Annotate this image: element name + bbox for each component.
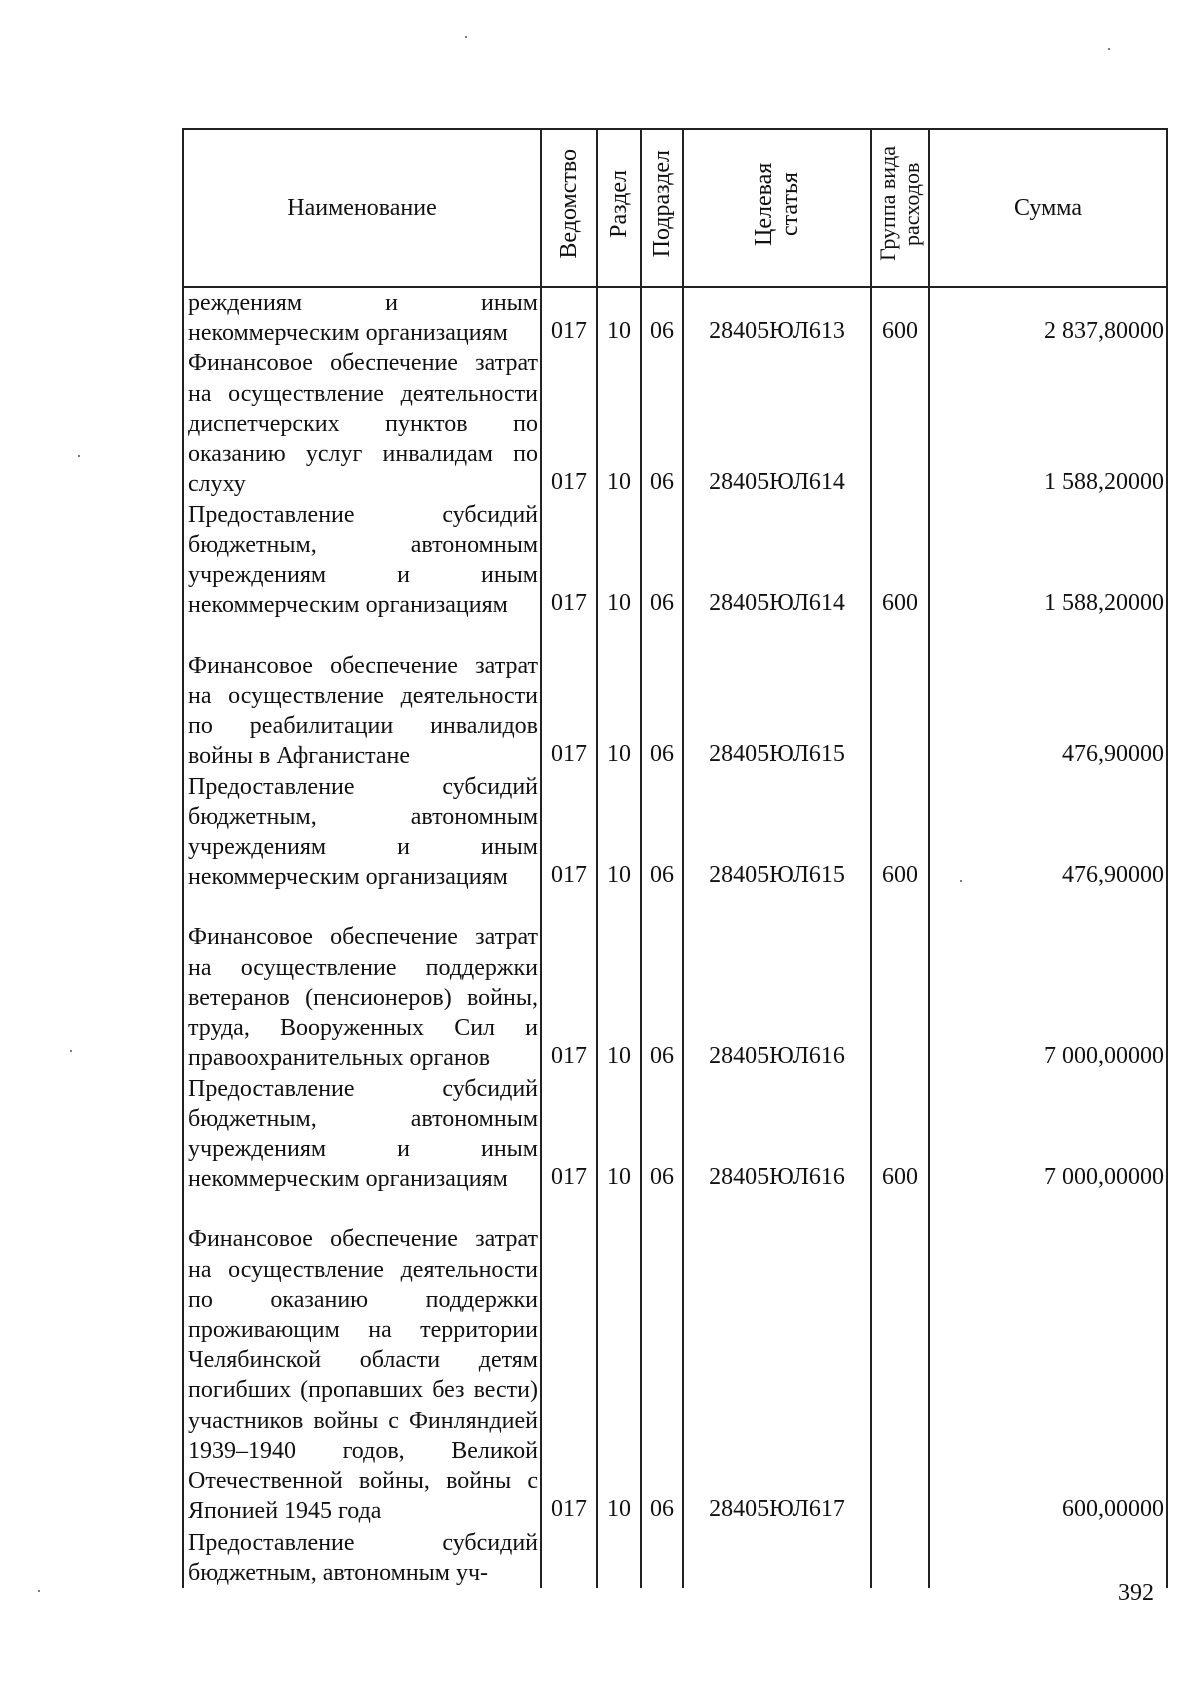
scan-speck	[38, 1590, 40, 1592]
scan-speck	[1108, 48, 1110, 50]
row-group	[871, 348, 929, 499]
row-target: 28405ЮЛ614	[683, 499, 871, 620]
row-podrazdel: 06	[641, 771, 683, 892]
table-row	[183, 1194, 1167, 1526]
row-podrazdel: 06	[641, 892, 683, 1073]
row-target: 28405ЮЛ616	[683, 892, 871, 1073]
row-sum: 7 000,00000	[929, 1073, 1167, 1194]
row-podrazdel: 06	[641, 499, 683, 620]
row-name: Финансовое обеспечение затрат на осуществление поддержки ветеранов (пенсионеров) войны, труда, Вооруженных Сил и правоохранительных органов	[183, 892, 541, 1073]
header-podrazdel: Подраздел	[641, 129, 683, 287]
row-sum: 476,90000	[929, 620, 1167, 771]
row-razdel: 10	[597, 892, 641, 1073]
row-podrazdel	[641, 1526, 683, 1588]
table-row	[183, 499, 1167, 620]
row-podrazdel: 06	[641, 348, 683, 499]
row-name: Предоставление субсидий бюджетным, автономным учреждениям и иным некоммерческим организациям	[183, 1073, 541, 1194]
row-sum: 476,90000	[929, 771, 1167, 892]
row-name: Предоставление субсидий бюджетным, автономным уч-	[183, 1526, 541, 1588]
row-target: 28405ЮЛ615	[683, 620, 871, 771]
row-sum: 1 588,20000	[929, 499, 1167, 620]
row-razdel: 10	[597, 620, 641, 771]
row-sum: 7 000,00000	[929, 892, 1167, 1073]
row-sum: 600,00000	[929, 1194, 1167, 1526]
scan-speck	[465, 36, 467, 38]
row-vedomstvo: 017	[541, 499, 597, 620]
row-podrazdel: 06	[641, 287, 683, 348]
scan-speck	[78, 455, 80, 457]
scan-speck	[960, 880, 962, 882]
scan-speck	[70, 1050, 72, 1052]
row-name: Финансовое обеспечение затрат на осуществление деятельности по оказанию поддержки проживающим на территории Челябинской области детям погибших (пропавших без вести) участников войны с Финляндией 1939–1940 годов, Великой Отечественной войны, войны с Японией 1945 года	[183, 1194, 541, 1526]
row-vedomstvo: 017	[541, 771, 597, 892]
row-razdel: 10	[597, 1194, 641, 1526]
header-razdel: Раздел	[597, 129, 641, 287]
table-row	[183, 771, 1167, 892]
table-header-row	[183, 129, 1167, 287]
row-group	[871, 892, 929, 1073]
row-name: Финансовое обеспечение затрат на осуществление деятельности по реабилитации инвалидов войны в Афганистане	[183, 620, 541, 771]
row-group	[871, 1194, 929, 1526]
row-group	[871, 1526, 929, 1588]
row-group: 600	[871, 1073, 929, 1194]
row-target: 28405ЮЛ616	[683, 1073, 871, 1194]
row-podrazdel: 06	[641, 1194, 683, 1526]
row-razdel: 10	[597, 348, 641, 499]
row-razdel	[597, 1526, 641, 1588]
row-name: Предоставление субсидий бюджетным, автономным учреждениям и иным некоммерческим организациям	[183, 499, 541, 620]
row-vedomstvo: 017	[541, 1194, 597, 1526]
row-name: Финансовое обеспечение затрат на осуществление деятельности диспетчерских пунктов по оказанию услуг инвалидам по слуху	[183, 348, 541, 499]
row-target: 28405ЮЛ613	[683, 287, 871, 348]
header-name: Наименование	[183, 129, 541, 287]
row-target: 28405ЮЛ615	[683, 771, 871, 892]
row-vedomstvo	[541, 1526, 597, 1588]
row-podrazdel: 06	[641, 1073, 683, 1194]
row-target: 28405ЮЛ614	[683, 348, 871, 499]
page-number: 392	[1118, 1580, 1154, 1606]
row-podrazdel: 06	[641, 620, 683, 771]
row-vedomstvo: 017	[541, 620, 597, 771]
row-vedomstvo: 017	[541, 348, 597, 499]
row-group: 600	[871, 771, 929, 892]
table-row	[183, 1526, 1167, 1588]
table-row	[183, 1073, 1167, 1194]
row-vedomstvo: 017	[541, 287, 597, 348]
row-target	[683, 1526, 871, 1588]
row-name: реждениям и иным некоммерческим организациям	[183, 287, 541, 348]
row-vedomstvo: 017	[541, 892, 597, 1073]
row-group: 600	[871, 499, 929, 620]
row-sum: 1 588,20000	[929, 348, 1167, 499]
header-celevaya-statya: Целевая статья	[683, 129, 871, 287]
row-group	[871, 620, 929, 771]
row-razdel: 10	[597, 287, 641, 348]
table-row	[183, 620, 1167, 771]
header-gruppa-vida-rashodov: Группа вида расходов	[871, 129, 929, 287]
budget-table	[182, 128, 1168, 1588]
table-row	[183, 287, 1167, 348]
row-razdel: 10	[597, 1073, 641, 1194]
row-name: Предоставление субсидий бюджетным, автономным учреждениям и иным некоммерческим организациям	[183, 771, 541, 892]
row-group: 600	[871, 287, 929, 348]
table-row	[183, 892, 1167, 1073]
table-row	[183, 348, 1167, 499]
header-vedomstvo: Ведомство	[541, 129, 597, 287]
header-summa: Сумма	[929, 129, 1167, 287]
row-target: 28405ЮЛ617	[683, 1194, 871, 1526]
row-razdel: 10	[597, 771, 641, 892]
row-razdel: 10	[597, 499, 641, 620]
row-vedomstvo: 017	[541, 1073, 597, 1194]
row-sum: 2 837,80000	[929, 287, 1167, 348]
